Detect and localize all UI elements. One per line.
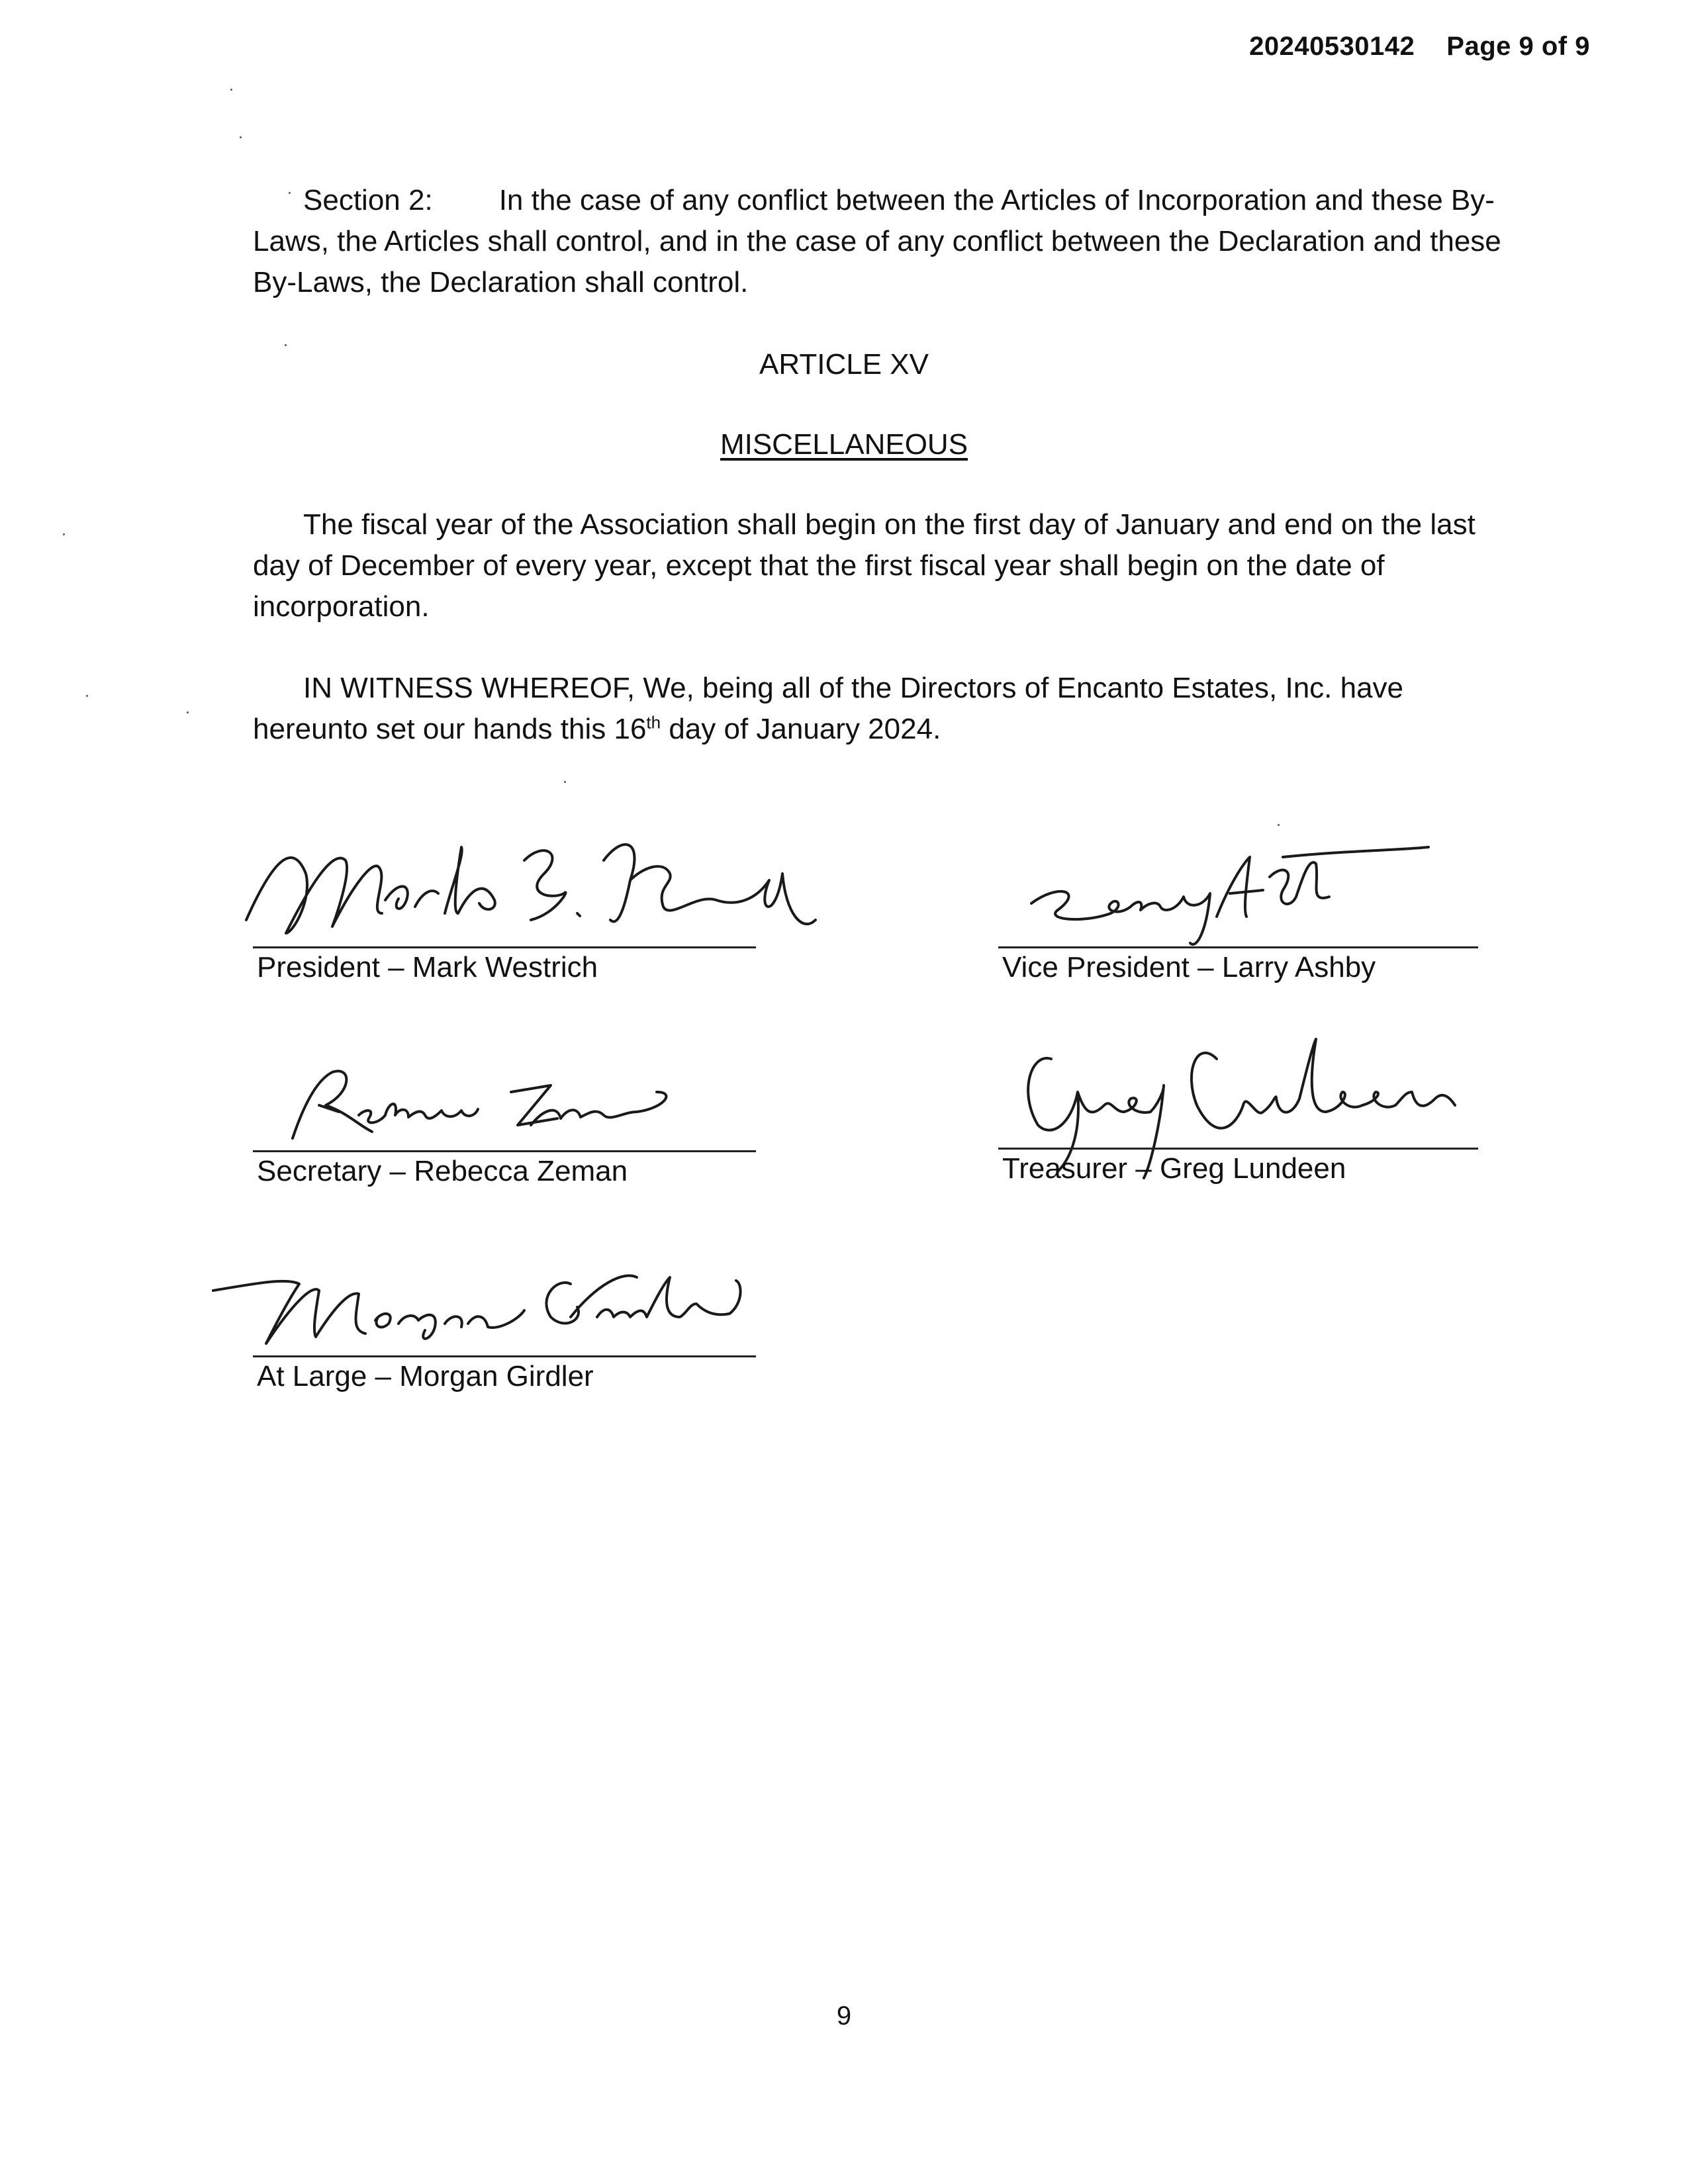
signature-line — [253, 1355, 756, 1357]
witness-text-end: day of January 2024. — [661, 713, 941, 745]
scan-speck — [63, 533, 65, 535]
scan-speck — [86, 695, 88, 697]
section-2-text: In the case of any conflict between the Articles of Incorporation and these By-Laws, the Articles shall control, and in the case of any conflict between the Declaration and these By-Laws, the Declaration shall control. — [253, 184, 1501, 298]
signature-caption-treasurer: Treasurer – Greg Lundeen — [1002, 1152, 1346, 1185]
document-stamp — [1249, 32, 1590, 62]
ordinal-suffix: th — [646, 712, 661, 733]
witness-text-start: IN WITNESS WHEREOF, We, being all of the Directors of Encanto Estates, Inc. have hereunto set our hands this 16 — [253, 672, 1404, 745]
signature-line — [253, 946, 756, 948]
scan-speck — [187, 711, 189, 713]
signature-larry-ashby — [1018, 837, 1468, 970]
signature-caption-at-large: At Large – Morgan Girdler — [257, 1360, 594, 1392]
signature-line — [998, 1148, 1478, 1150]
page-indicator: Page 9 of 9 — [1446, 32, 1590, 61]
signature-block-treasurer — [998, 1039, 1478, 1205]
article-title: MISCELLANEOUS — [720, 428, 968, 461]
fiscal-year-paragraph — [253, 504, 1511, 627]
scan-speck — [240, 136, 242, 138]
signature-block-president — [253, 834, 756, 999]
fiscal-year-text: The fiscal year of the Association shall begin on the first day of January and end on the last day of December of every year, except that the first fiscal year shall begin on the date of incorporation. — [253, 508, 1476, 623]
scan-speck — [1278, 824, 1280, 826]
document-number: 20240530142 — [1249, 32, 1415, 61]
scan-speck — [230, 89, 232, 91]
signature-block-at-large — [253, 1251, 756, 1410]
article-title-wrapper — [0, 424, 1688, 465]
scan-speck — [285, 344, 287, 346]
scan-speck — [564, 781, 566, 783]
signature-caption-president: President – Mark Westrich — [257, 951, 598, 983]
section-2-paragraph — [253, 180, 1511, 303]
signature-caption-secretary: Secretary – Rebecca Zeman — [257, 1155, 628, 1187]
signature-block-secretary — [253, 1046, 756, 1205]
witness-paragraph — [253, 668, 1511, 750]
signature-line — [998, 946, 1478, 948]
signature-caption-vice-president: Vice President – Larry Ashby — [1002, 951, 1376, 983]
section-label: Section 2: — [303, 184, 433, 216]
signature-line — [253, 1150, 756, 1152]
page-number: 9 — [836, 2001, 852, 2030]
signature-mark-westrich — [233, 821, 829, 966]
signature-block-vice-president — [998, 854, 1478, 999]
article-number: ARTICLE XV — [759, 348, 929, 381]
scan-speck — [289, 192, 291, 194]
